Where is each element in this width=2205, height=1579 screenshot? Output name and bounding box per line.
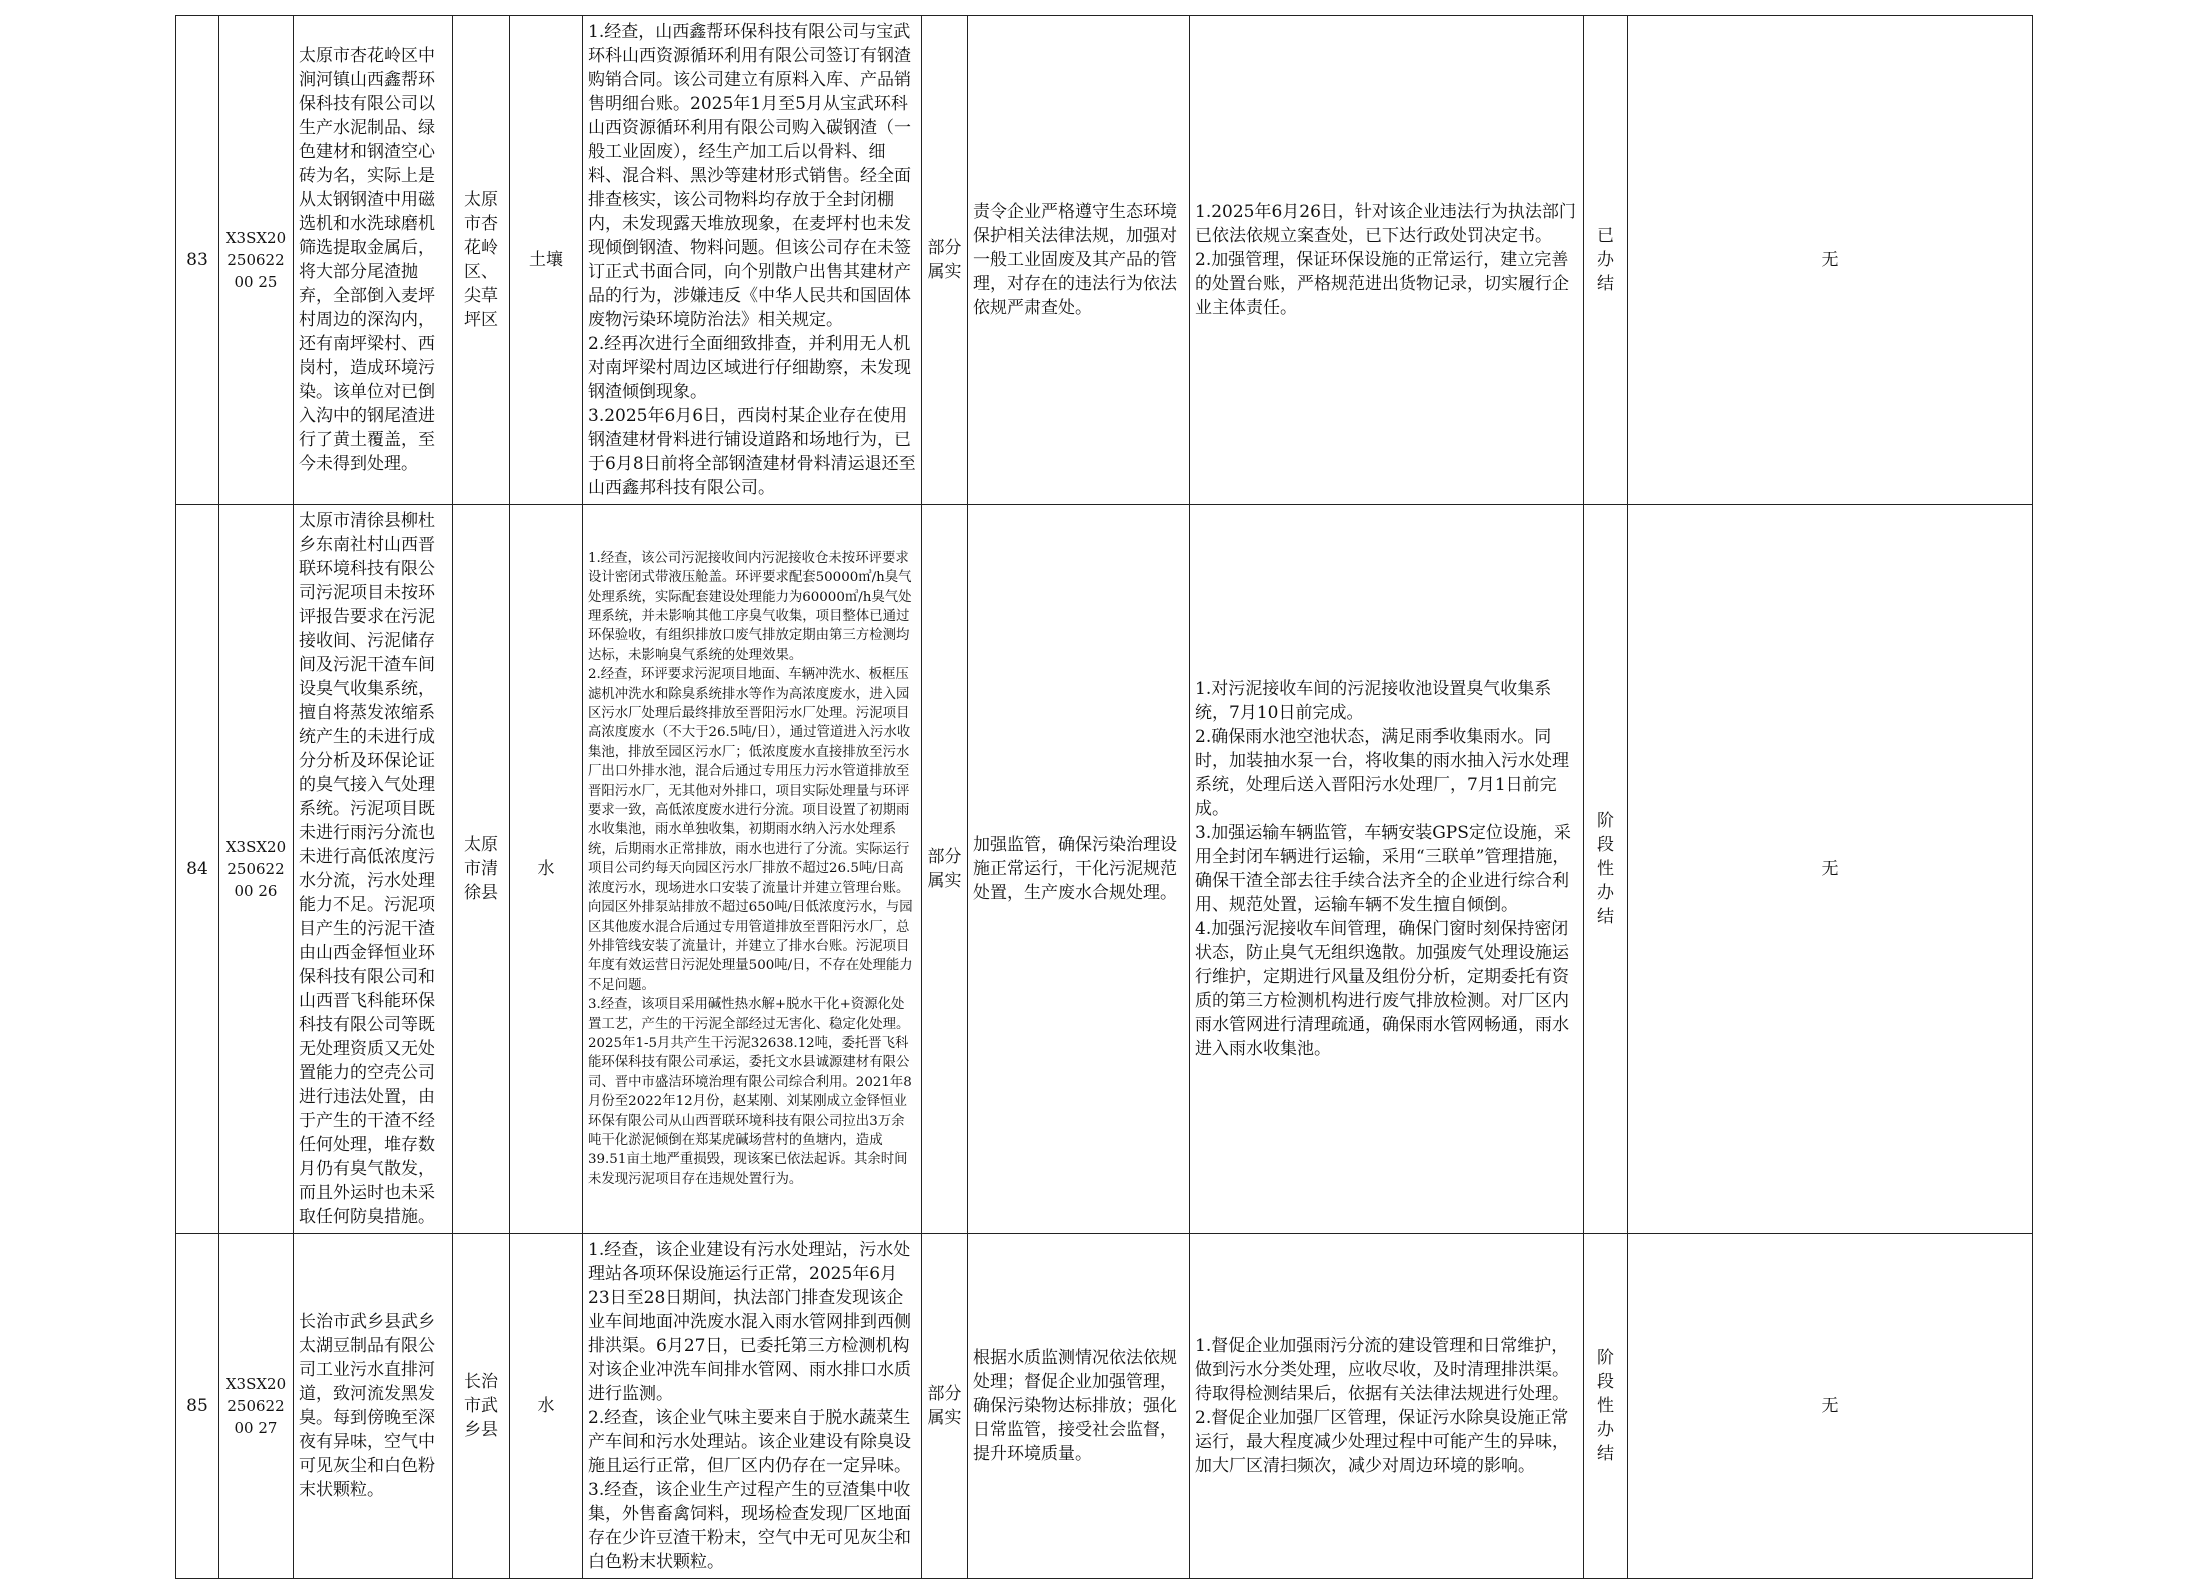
- handling-opinion: 根据水质监测情况依法依规处理；督促企业加强管理，确保污染物达标排放；强化日常监管，接受社会监督，提升环境质量。: [968, 1234, 1190, 1579]
- handling-opinion: 责令企业严格遵守生态环境保护相关法律法规，加强对一般工业固废及其产品的管理，对存在的违法行为依法依规严肃查处。: [968, 16, 1190, 505]
- status: 阶段性办结: [1584, 505, 1628, 1234]
- pollution-type: 水: [510, 505, 583, 1234]
- table-row: [176, 1234, 2033, 1579]
- finding-item: 3.经查，该项目采用碱性热水解+脱水干化+资源化处置工艺，产生的干污泥全部经过无害化、稳定化处理。2025年1-5月共产生干污泥32638.12吨，委托晋飞科能环保科技有限公司承运，委托文水县诚源建材有限公司、晋中市盛洁环境治理有限公司综合利用。2021年8月份至2022年12月份，赵某刚、刘某刚成立金铎恒业环保有限公司从山西晋联环境科技有限公司拉出3万余吨干化淤泥倾倒在郑某虎碱场营村的鱼塘内，造成39.51亩土地严重损毁，现该案已依法起诉。其余时间未发现污泥项目存在违规处置行为。: [588, 997, 912, 1187]
- accountability: 无: [1628, 1234, 2033, 1579]
- finding-item: 3.经查，该企业生产过程产生的豆渣集中收集，外售畜禽饲料，现场检查发现厂区地面存在少许豆渣干粉末，空气中无可见灰尘和白色粉末状颗粒。: [588, 1480, 911, 1572]
- findings: [583, 505, 922, 1234]
- measure-item: 2.加强管理，保证环保设施的正常运行，建立完善的处置台账，严格规范进出货物记录，切实履行企业主体责任。: [1195, 250, 1569, 318]
- findings: [583, 1234, 922, 1579]
- complaint-text: 太原市清徐县柳杜乡东南社村山西晋联环境科技有限公司污泥项目未按环评报告要求在污泥接收间、污泥储存间及污泥干渣车间设臭气收集系统，擅自将蒸发浓缩系统产生的未进行成分分析及环保论证的臭气接入气处理系统。污泥项目既未进行雨污分流也未进行高低浓度污水分流，污水处理能力不足。污泥项目产生的污泥干渣由山西金铎恒业环保科技有限公司和山西晋飞科能环保科技有限公司等既无处理资质又无处置能力的空壳公司进行违法处置，由于产生的干渣不经任何处理，堆存数月仍有臭气散发，而且外运时也未采取任何防臭措施。: [294, 505, 453, 1234]
- finding-item: 3.2025年6月6日，西岗村某企业存在使用钢渣建材骨料进行铺设道路和场地行为，已于6月8日前将全部钢渣建材骨料清运退还至山西鑫邦科技有限公司。: [588, 406, 916, 498]
- accountability: 无: [1628, 16, 2033, 505]
- complaint-text: 长治市武乡县武乡太湖豆制品有限公司工业污水直排河道，致河流发黑发臭。每到傍晚至深夜有异味，空气中可见灰尘和白色粉末状颗粒。: [294, 1234, 453, 1579]
- finding-item: 1.经查，该企业建设有污水处理站，污水处理站各项环保设施运行正常，2025年6月23日至28日期间，执法部门排查发现该企业车间地面冲洗废水混入雨水管网排到西侧排洪渠。6月27日，已委托第三方检测机构对该企业冲洗车间排水管网、雨水排口水质进行监测。: [588, 1240, 911, 1404]
- verdict: 部分属实: [922, 1234, 968, 1579]
- finding-item: 2.经查，环评要求污泥项目地面、车辆冲洗水、板框压滤机冲洗水和除臭系统排水等作为高浓度废水，进入园区污水厂处理后最终排放至晋阳污水厂处理。污泥项目高浓度废水（不大于26.5吨/日），通过管道进入污水收集池，排放至园区污水厂；低浓度废水直接排放至污水厂出口外排水池，混合后通过专用压力污水管道排放至晋阳污水厂，无其他对外排口，项目实际处理量与环评要求一致，高低浓度废水进行分流。项目设置了初期雨水收集池，雨水单独收集，初期雨水纳入污水处理系统，后期雨水正常排放，雨水也进行了分流。实际运行项目公司约每天向园区污水厂排放不超过26.5吨/日高浓度污水，现场进水口安装了流量计并建立管理台账。向园区外排泵站排放不超过650吨/日低浓度污水，与园区其他废水混合后通过专用管道排放至晋阳污水厂，总外排管线安装了流量计，并建立了排水台账。污泥项目年度有效运营日污泥处理量500吨/日，不存在处理能力不足问题。: [588, 667, 913, 993]
- measure-item: 1.对污泥接收车间的污泥接收池设置臭气收集系统，7月10日前完成。: [1195, 679, 1552, 723]
- measure-item: 2.督促企业加强厂区管理，保证污水除臭设施正常运行，最大程度减少处理过程中可能产生的异味，加大厂区清扫频次，减少对周边环境的影响。: [1195, 1408, 1569, 1476]
- case-code: X3SX2025062200 25: [219, 16, 294, 505]
- case-number: 85: [176, 1234, 219, 1579]
- pollution-type: 土壤: [510, 16, 583, 505]
- rectification-measures: [1190, 505, 1584, 1234]
- region: 太原市清徐县: [453, 505, 510, 1234]
- case-number: 83: [176, 16, 219, 505]
- handling-opinion: 加强监管，确保污染治理设施正常运行，干化污泥规范处置，生产废水合规处理。: [968, 505, 1190, 1234]
- status: 已办结: [1584, 16, 1628, 505]
- verdict: 部分属实: [922, 16, 968, 505]
- measure-item: 2.确保雨水池空池状态，满足雨季收集雨水。同时，加装抽水泵一台，将收集的雨水抽入污水处理系统，处理后送入晋阳污水处理厂，7月1日前完成。: [1195, 727, 1569, 819]
- finding-item: 2.经查，该企业气味主要来自于脱水蔬菜生产车间和污水处理站。该企业建设有除臭设施且运行正常，但厂区内仍存在一定异味。: [588, 1408, 911, 1476]
- verdict: 部分属实: [922, 505, 968, 1234]
- measure-item: 3.加强运输车辆监管，车辆安装GPS定位设施，采用全封闭车辆进行运输，采用“三联单”管理措施，确保干渣全部去往手续合法齐全的企业进行综合利用、规范处置，运输车辆不发生擅自倾倒。: [1195, 823, 1571, 915]
- case-code: X3SX2025062200 26: [219, 505, 294, 1234]
- finding-item: 1.经查，山西鑫帮环保科技有限公司与宝武环科山西资源循环利用有限公司签订有钢渣购销合同。该公司建立有原料入库、产品销售明细台账。2025年1月至5月从宝武环科山西资源循环利用有限公司购入碳钢渣（一般工业固废），经生产加工后以骨料、细料、混合料、黑沙等建材形式销售。经全面排查核实，该公司物料均存放于全封闭棚内，未发现露天堆放现象，在麦坪村也未发现倾倒钢渣、物料问题。但该公司存在未签订正式书面合同，向个别散户出售其建材产品的行为，涉嫌违反《中华人民共和国固体废物污染环境防治法》相关规定。: [588, 22, 911, 330]
- measure-item: 4.加强污泥接收车间管理，确保门窗时刻保持密闭状态，防止臭气无组织逸散。加强废气处理设施运行维护，定期进行风量及组份分析，定期委托有资质的第三方检测机构进行废气排放检测。对厂区内雨水管网进行清理疏通，确保雨水管网畅通，雨水进入雨水收集池。: [1195, 919, 1569, 1059]
- status: 阶段性办结: [1584, 1234, 1628, 1579]
- rectification-measures: [1190, 16, 1584, 505]
- finding-item: 2.经再次进行全面细致排查，并利用无人机对南坪梁村周边区域进行仔细勘察，未发现钢渣倾倒现象。: [588, 334, 911, 402]
- complaint-text: 太原市杏花岭区中涧河镇山西鑫帮环保科技有限公司以生产水泥制品、绿色建材和钢渣空心砖为名，实际上是从太钢钢渣中用磁选机和水洗球磨机筛选提取金属后，将大部分尾渣抛弃，全部倒入麦坪村周边的深沟内，还有南坪梁村、西岗村，造成环境污染。该单位对已倒入沟中的钢尾渣进行了黄土覆盖，至今未得到处理。: [294, 16, 453, 505]
- region: 长治市武乡县: [453, 1234, 510, 1579]
- pollution-type: 水: [510, 1234, 583, 1579]
- measure-item: 1.2025年6月26日，针对该企业违法行为执法部门已依法依规立案查处，已下达行政处罚决定书。: [1195, 202, 1576, 246]
- case-table: [175, 15, 2033, 1579]
- case-code: X3SX2025062200 27: [219, 1234, 294, 1579]
- finding-item: 1.经查，该公司污泥接收间内污泥接收仓未按环评要求设计密闭式带液压舱盖。环评要求配套50000㎥/h臭气处理系统，实际配套建设处理能力为60000㎥/h臭气处理系统，并未影响其他工序臭气收集，项目整体已通过环保验收，有组织排放口废气排放定期由第三方检测均达标，未影响臭气系统的处理效果。: [588, 550, 912, 663]
- rectification-measures: [1190, 1234, 1584, 1579]
- case-number: 84: [176, 505, 219, 1234]
- table-row: [176, 505, 2033, 1234]
- table-row: [176, 16, 2033, 505]
- accountability: 无: [1628, 505, 2033, 1234]
- measure-item: 1.督促企业加强雨污分流的建设管理和日常维护，做到污水分类处理，应收尽收，及时清理排洪渠。待取得检测结果后，依据有关法律法规进行处理。: [1195, 1336, 1569, 1404]
- region: 太原市杏花岭区、尖草坪区: [453, 16, 510, 505]
- findings: [583, 16, 922, 505]
